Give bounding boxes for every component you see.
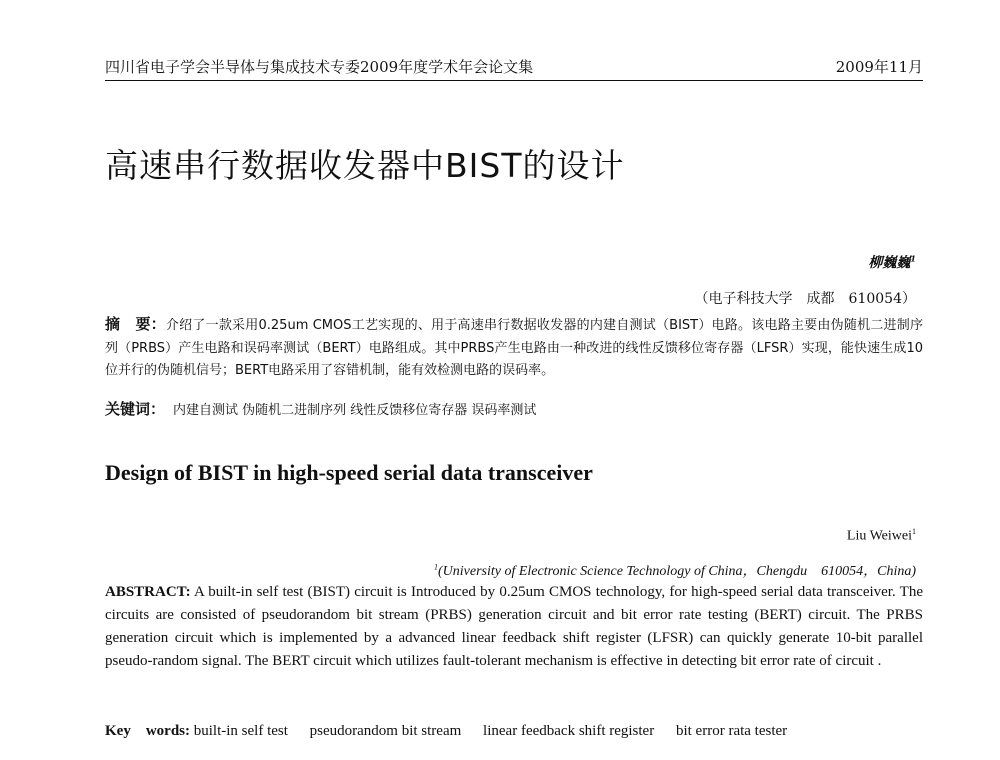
author-english — [847, 527, 916, 545]
keyword-term: bit error rata tester — [675, 723, 788, 739]
abstract-english-label: ABSTRACT: — [105, 584, 191, 600]
title-english: Design of BIST in high-speed serial data transceiver — [105, 460, 593, 485]
affiliation-english — [434, 560, 916, 580]
affiliation-english-superscript: 1 — [434, 562, 438, 572]
abstract-english — [105, 581, 923, 673]
author-english-name: Liu Weiwei — [846, 528, 912, 544]
abstract-english-text: A built-in self test (BIST) circuit is Introduced by 0.25um CMOS technology, for high-speed serial data transceiver. The circuits are consisted of pseudorandom bit stream (PRBS) generation circuit and bit error rate testing (BERT) circuit. The PRBS generation circuit which is implemented by a advanced linear feedback shift register (LFSR) can quickly generate 10-bit parallel pseudo-random signal. The BERT circuit which utilizes fault-tolerant mechanism is effective in detecting bit error rate of circuit . — [105, 584, 923, 669]
keywords-english-label: Key words: — [105, 723, 190, 739]
keyword-term: linear feedback shift register — [483, 723, 655, 739]
title-chinese: 高速串行数据收发器中BIST的设计 — [105, 146, 625, 185]
keywords-chinese-text: 内建自测试 伪随机二进制序列 线性反馈移位寄存器 误码率测试 — [173, 403, 537, 418]
header-date: 2009年11月 — [835, 58, 923, 76]
author-english-superscript: 1 — [912, 527, 916, 536]
running-header — [105, 56, 923, 81]
keywords-english — [105, 719, 923, 740]
keywords-chinese-label: 关键词： — [105, 400, 166, 418]
author-chinese — [868, 252, 916, 272]
author-chinese-name: 柳巍巍 — [868, 255, 911, 271]
abstract-chinese — [105, 313, 923, 383]
keyword-term: pseudorandom bit stream — [309, 723, 462, 739]
keywords-chinese — [105, 398, 923, 419]
keyword-term: built-in self test — [193, 723, 288, 739]
abstract-chinese-text: 介绍了一款采用0.25um CMOS工艺实现的、用于高速串行数据收发器的内建自测试（BIST）电路。该电路主要由伪随机二进制序列（PRBS）产生电路和误码率测试（BERT）电路组成。其中PRBS产生电路由一种改进的线性反馈移位寄存器（LFSR）实现，能快速生成10位并行的伪随机信号；BERT电路采用了容错机制，能有效检测电路的误码率。 — [105, 318, 923, 378]
affiliation-chinese: （电子科技大学 成都 610054） — [694, 291, 916, 307]
header-journal: 四川省电子学会半导体与集成技术专委2009年度学术年会论文集 — [105, 58, 534, 76]
affiliation-english-text: (University of Electronic Science Technology of China，Chengdu 610054，China) — [438, 564, 916, 579]
author-chinese-superscript: 1 — [910, 253, 916, 264]
abstract-chinese-label: 摘 要： — [105, 315, 166, 333]
